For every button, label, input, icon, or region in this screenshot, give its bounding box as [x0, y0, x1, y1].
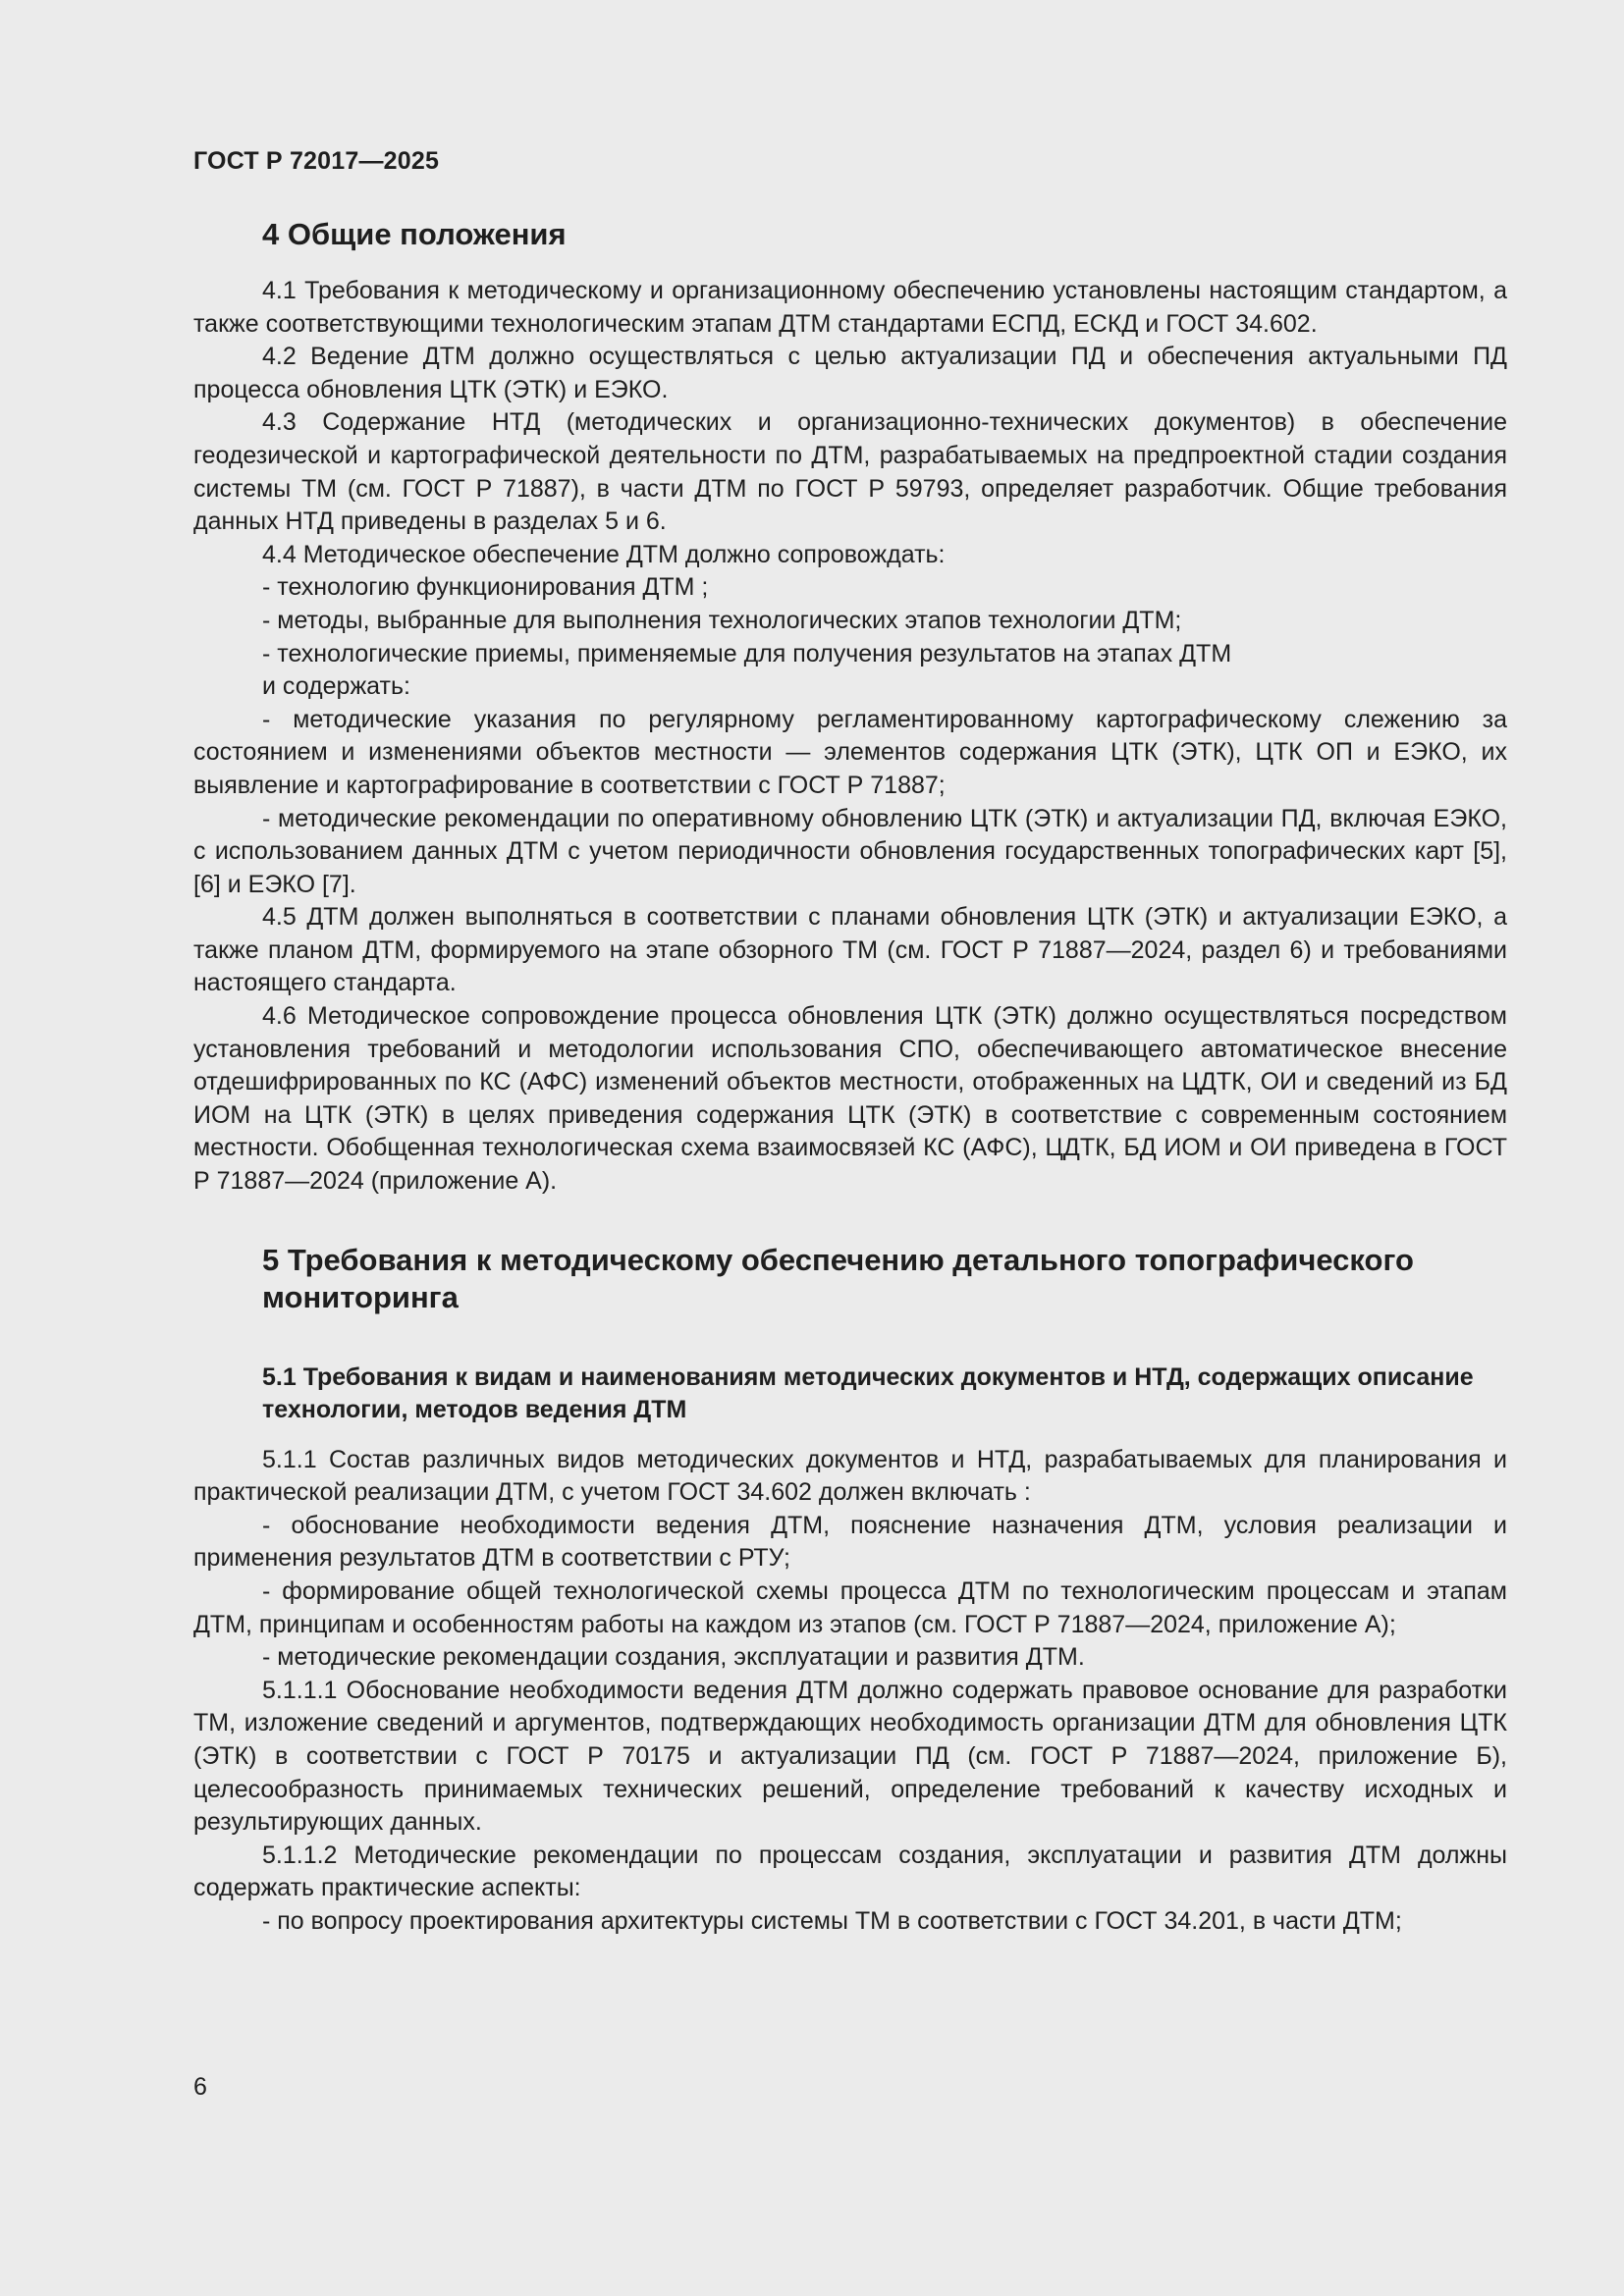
paragraph-4-5: 4.5 ДТМ должен выполняться в соответствии с планами обновления ЦТК (ЭТК) и актуализации ЕЭКО, а также планом ДТМ, формируемого на этапе обзорного ТМ (см. ГОСТ Р 71887—2024, раздел 6) и требованиями настоящего стандарта. [193, 903, 1507, 997]
list-item: - методические рекомендации по оперативному обновлению ЦТК (ЭТК) и актуализации ПД, включая ЕЭКО, с использованием данных ДТМ с учетом периодичности обновления государственных топографических карт [5], [6] и ЕЭКО [7]. [193, 804, 1507, 898]
paragraph-4-4-continuation: и содержать: [262, 672, 410, 701]
paragraph-4-6: 4.6 Методическое сопровождение процесса обновления ЦТК (ЭТК) должно осуществляться посредством установления требований и методологии использования СПО, обеспечивающего автоматическое внесение отдешифрированных по КС (АФС) изменений объектов местности, отображенных на ЦДТК, ОИ и сведений из БД ИОМ на ЦТК (ЭТК) в целях приведения содержания ЦТК (ЭТК) в соответствие с современным состоянием местности. Обобщенная технологическая схема взаимосвязей КС (АФС), ЦДТК, БД ИОМ и ОИ приведена в ГОСТ Р 71887—2024 (приложение А). [193, 1002, 1507, 1196]
section-4-title: 4 Общие положения [262, 217, 567, 251]
page-number: 6 [193, 2073, 207, 2101]
paragraph-5-1-1-2: 5.1.1.2 Методические рекомендации по процессам создания, эксплуатации и развития ДТМ должны содержать практические аспекты: [193, 1841, 1507, 1902]
paragraph-5-1-1: 5.1.1 Состав различных видов методических документов и НТД, разрабатываемых для планирования и практической реализации ДТМ, с учетом ГОСТ 34.602 должен включать : [193, 1445, 1507, 1507]
list-item: - методические рекомендации создания, эксплуатации и развития ДТМ. [262, 1643, 1085, 1672]
paragraph-4-2: 4.2 Ведение ДТМ должно осуществляться с целью актуализации ПД и обеспечения актуальными ПД процесса обновления ЦТК (ЭТК) и ЕЭКО. [193, 343, 1507, 403]
list-item: - обоснование необходимости ведения ДТМ, пояснение назначения ДТМ, условия реализации и применения результатов ДТМ в соответствии с РТУ; [193, 1511, 1507, 1573]
section-5-title: 5 Требования к методическому обеспечению детального топографического мониторинга [262, 1242, 1414, 1314]
list-item: - по вопросу проектирования архитектуры системы ТМ в соответствии с ГОСТ 34.201, в части ДТМ; [262, 1906, 1402, 1935]
list-item: - методы, выбранные для выполнения технологических этапов технологии ДТМ; [262, 606, 1182, 634]
list-item: - формирование общей технологической схемы процесса ДТМ по технологическим процессам и этапам ДТМ, принципам и особенностям работы на каждом из этапов (см. ГОСТ Р 71887—2024, приложение А); [193, 1577, 1507, 1638]
subsection-5-1-title: 5.1 Требования к видам и наименованиям методических документов и НТД, содержащих описание технологии, методов ведения ДТМ [262, 1362, 1474, 1423]
paragraph-4-3: 4.3 Содержание НТД (методических и организационно-технических документов) в обеспечение геодезической и картографической деятельности по ДТМ, разрабатываемых на предпроектной стадии создания системы ТМ (см. ГОСТ Р 71887), в части ДТМ по ГОСТ Р 59793, определяет разработчик. Общие требования данных НТД приведены в разделах 5 и 6. [193, 408, 1507, 536]
paragraph-5-1-1-1: 5.1.1.1 Обоснование необходимости ведения ДТМ должно содержать правовое основание для разработки ТМ, изложение сведений и аргументов, подтверждающих необходимость организации ДТМ для обновления ЦТК (ЭТК) в соответствии с ГОСТ Р 70175 и актуализации ПД (см. ГОСТ Р 71887—2024, приложение Б), целесообразность принимаемых технических решений, определение требований к качеству исходных и результирующих данных. [193, 1676, 1507, 1837]
page-content [193, 216, 1507, 1939]
document-code-header: ГОСТ Р 72017—2025 [193, 147, 440, 175]
list-item: - методические указания по регулярному регламентированному картографическому слежению за состоянием и изменениями объектов местности — элементов содержания ЦТК (ЭТК), ЦТК ОП и ЕЭКО, их выявление и картографирование в соответствии с ГОСТ Р 71887; [193, 705, 1507, 799]
paragraph-4-1: 4.1 Требования к методическому и организационному обеспечению установлены настоящим стандартом, а также соответствующими технологическим этапам ДТМ стандартами ЕСПД, ЕСКД и ГОСТ 34.602. [193, 277, 1507, 338]
list-item: - технологию функционирования ДТМ ; [262, 573, 709, 602]
list-item: - технологические приемы, применяемые для получения результатов на этапах ДТМ [262, 639, 1232, 667]
paragraph-4-4: 4.4 Методическое обеспечение ДТМ должно сопровождать: [262, 540, 946, 568]
